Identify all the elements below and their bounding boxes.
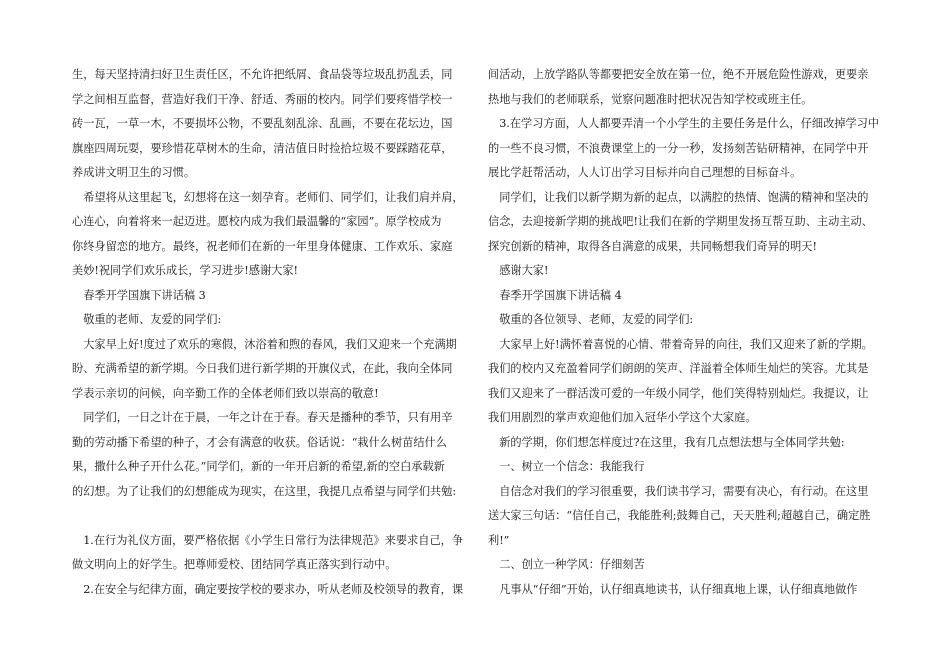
left-text-column [72,63,464,602]
right-column-line: 我们的校内又充盈着同学们朗朗的笑声、洋溢着全体师生灿烂的笑容。尤其是 [488,362,869,375]
right-column-line: 送大家三句话：“信任自己，我能胜利;鼓舞自己，天天胜利;超越自己，确定胜 [488,509,871,522]
right-column-line: 凡事从“仔细”开始，认仔细真地读书，认仔细真地上课，认仔细真地做作 [488,582,858,596]
right-column-line: 二、创立一种学风：仔细刻苦 [488,558,645,571]
left-column-line: 的幻想。为了让我们的幻想能成为现实，在这里，我提几点希望与同学们共勉: [72,484,457,498]
right-column-line: 敬重的各位领导、老师，友爱的同学们: [488,313,694,326]
left-column-line: 敬重的老师、友爱的同学们: [72,313,222,326]
right-column-line: 我们用剧烈的掌声欢迎他们加入冠华小学这个大家庭。 [488,411,757,424]
right-column-line: 探究创新的精神，取得各自满意的成果，共同畅想我们奇异的明天! [488,239,817,253]
right-column-line: 同学们，让我们以新学期为新的起点，以满腔的热情、饱满的精神和坚决的 [488,190,869,204]
right-column-line: 感谢大家! [488,264,549,277]
left-column-line: 旗座四周玩耍，要珍惜花草树木的生命，清洁值日时捡拾垃圾不要踩踏花草， [72,141,453,155]
right-column-line: 的一些不良习惯，不浪费课堂上的一分一秒，发扬刻苦钻研精神，在同学中开 [488,141,869,155]
left-column-line: 同学们，一日之计在于晨，一年之计在于春。春天是播种的季节，只有用辛 [72,411,453,424]
right-column-line: 热地与我们的老师联系，觉察问题准时把状况告知学校或班主任。 [488,92,813,106]
right-column-line: 一、树立一个信念：我能我行 [488,460,645,473]
left-column-line: 2.在安全与纪律方面，确定要按学校的要求办，听从老师及校领导的教育，课 [72,582,464,596]
left-column-line: 学之间相互监督，营造好我们干净、舒适、秀丽的校内。同学们要疼惜学校一 [72,92,453,106]
left-column-line [72,504,464,529]
left-column-line: 果，撒什么种子开什么花。”同学们，新的一年开启新的希望,新的空白承载新 [72,460,445,473]
right-text-column [488,63,880,602]
right-column-line: 大家早上好!满怀着喜悦的心情、带着奇异的向往，我们又迎来了新的学期。 [488,337,873,351]
left-column-line: 做文明向上的好学生。把尊师爱校、团结同学真正落实到行动中。 [72,558,397,571]
left-column-line: 心连心，向着将来一起迈进。愿校内成为我们最温馨的“家园”。原学校成为 [72,215,442,228]
right-column-line: 3.在学习方面，人人都要弄清一个小学生的主要任务是什么，仔细改掉学习中 [488,117,880,130]
right-column-line: 展比学赶帮活动，人人订出学习目标并向自己理想的目标奋斗。 [488,166,802,179]
right-column-line: 利!” [488,533,510,547]
left-column-line: 盼、充满希望的新学期。今日我们进行新学期的开旗仪式，在此，我向全体同 [72,362,453,375]
left-column-line: 学表示亲切的问候，向辛勤工作的全体老师们致以崇高的敬意! [72,386,379,400]
left-column-line: 你终身留恋的地方。最终，祝老师们在新的一年里身体健康、工作欢乐、家庭 [72,239,453,253]
left-column-line: 砖一瓦，一草一木，不要损坏公物，不要乱刻乱涂、乱画，不要在花坛边，国 [72,117,453,130]
left-column-line: 美妙!祝同学们欢乐成长，学习进步!感谢大家! [72,264,299,277]
left-column-line: 勤的劳动播下希望的种子，才会有满意的收获。俗话说：“栽什么树苗结什么 [72,435,447,449]
right-column-line: 我们又迎来了一群活泼可爱的一年级小同学，他们笑得特别灿烂。我提议，让 [488,386,869,400]
left-column-line: 希望将从这里起飞，幻想将在这一刻孕育。老师们、同学们，让我们肩并肩， [72,190,464,204]
right-column-line: 信念，去迎接新学期的挑战吧!让我们在新的学期里发扬互帮互助、主动主动、 [488,215,873,228]
right-column-line: 春季开学国旗下讲话稿 4 [488,288,622,302]
left-column-line: 生，每天坚持清扫好卫生责任区，不允许把纸屑、食品袋等垃圾乱扔乱丢，同 [72,68,453,81]
left-column-line: 1.在行为礼仪方面，要严格依据《小学生日常行为法律规范》来要求自己，争 [72,533,464,547]
right-column-line: 自信念对我们的学习很重要，我们读书学习，需要有决心，有行动。在这里 [488,484,869,498]
right-column-line: 新的学期，你们想怎样度过?在这里，我有几点想法想与全体同学共勉: [488,435,845,449]
left-column-line: 大家早上好!度过了欢乐的寒假，沐浴着和煦的春风，我们又迎来一个充满期 [72,337,457,351]
right-column-line: 间活动，上放学路队等都要把安全放在第一位，绝不开展危险性游戏，更要亲 [488,68,869,81]
left-column-line: 春季开学国旗下讲话稿 3 [72,288,206,302]
left-column-line: 养成讲文明卫生的习惯。 [72,166,196,179]
